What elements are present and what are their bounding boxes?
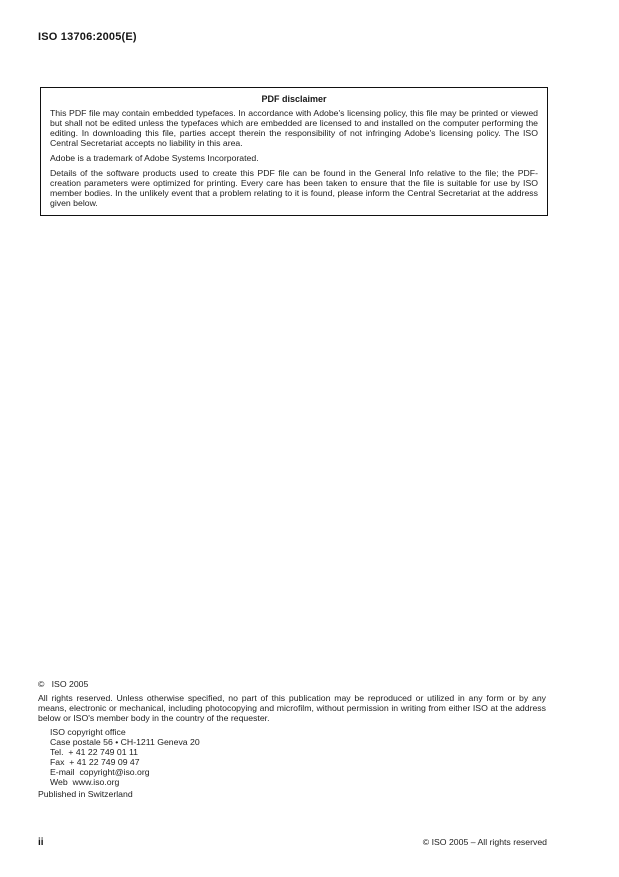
disclaimer-paragraph-typefaces: This PDF file may contain embedded typefaces. In accordance with Adobe's licensing policy, this file may be printed or viewed but shall not be edited unless the typefaces which are embedded are licensed to and installed on the computer performing the editing. In downloading this file, parties accept therein the responsibility of not infringing Adobe's licensing policy. The ISO Central Secretariat accepts no liability in this area. (50, 108, 538, 148)
disclaimer-paragraph-trademark: Adobe is a trademark of Adobe Systems Incorporated. (50, 153, 259, 163)
address-line-email: E-mail copyright@iso.org (50, 767, 150, 777)
pdf-disclaimer-box (40, 87, 548, 216)
footer-page-number: ii (38, 837, 44, 848)
rights-reserved-paragraph: All rights reserved. Unless otherwise specified, no part of this publication may be reproduced or utilized in any form or by any means, electronic or mechanical, including photocopying and microfilm, without permission in writing from either ISO at the address below or ISO's member body in the country of the requester. (38, 693, 546, 723)
published-in-line: Published in Switzerland (38, 789, 133, 799)
disclaimer-paragraph-details: Details of the software products used to create this PDF file can be found in the General Info relative to the file; the PDF-creation parameters were optimized for printing. Every care has been taken to ensure that the file is suitable for use by ISO member bodies. In the unlikely event that a problem relating to it is found, please inform the Central Secretariat at the address given below. (50, 168, 538, 208)
footer-copyright-text: © ISO 2005 – All rights reserved (422, 837, 547, 847)
address-line-office: ISO copyright office (50, 727, 126, 737)
address-line-tel: Tel. + 41 22 749 01 11 (50, 747, 138, 757)
page-header: ISO 13706:2005(E) (38, 31, 137, 43)
address-line-fax: Fax + 41 22 749 09 47 (50, 757, 140, 767)
address-line-postal: Case postale 56 • CH-1211 Geneva 20 (50, 737, 200, 747)
copyright-notice: © ISO 2005 (38, 679, 89, 689)
page-footer (38, 837, 547, 848)
pdf-disclaimer-title: PDF disclaimer (261, 94, 327, 104)
address-line-web: Web www.iso.org (50, 777, 120, 787)
iso-address-block (50, 727, 200, 787)
